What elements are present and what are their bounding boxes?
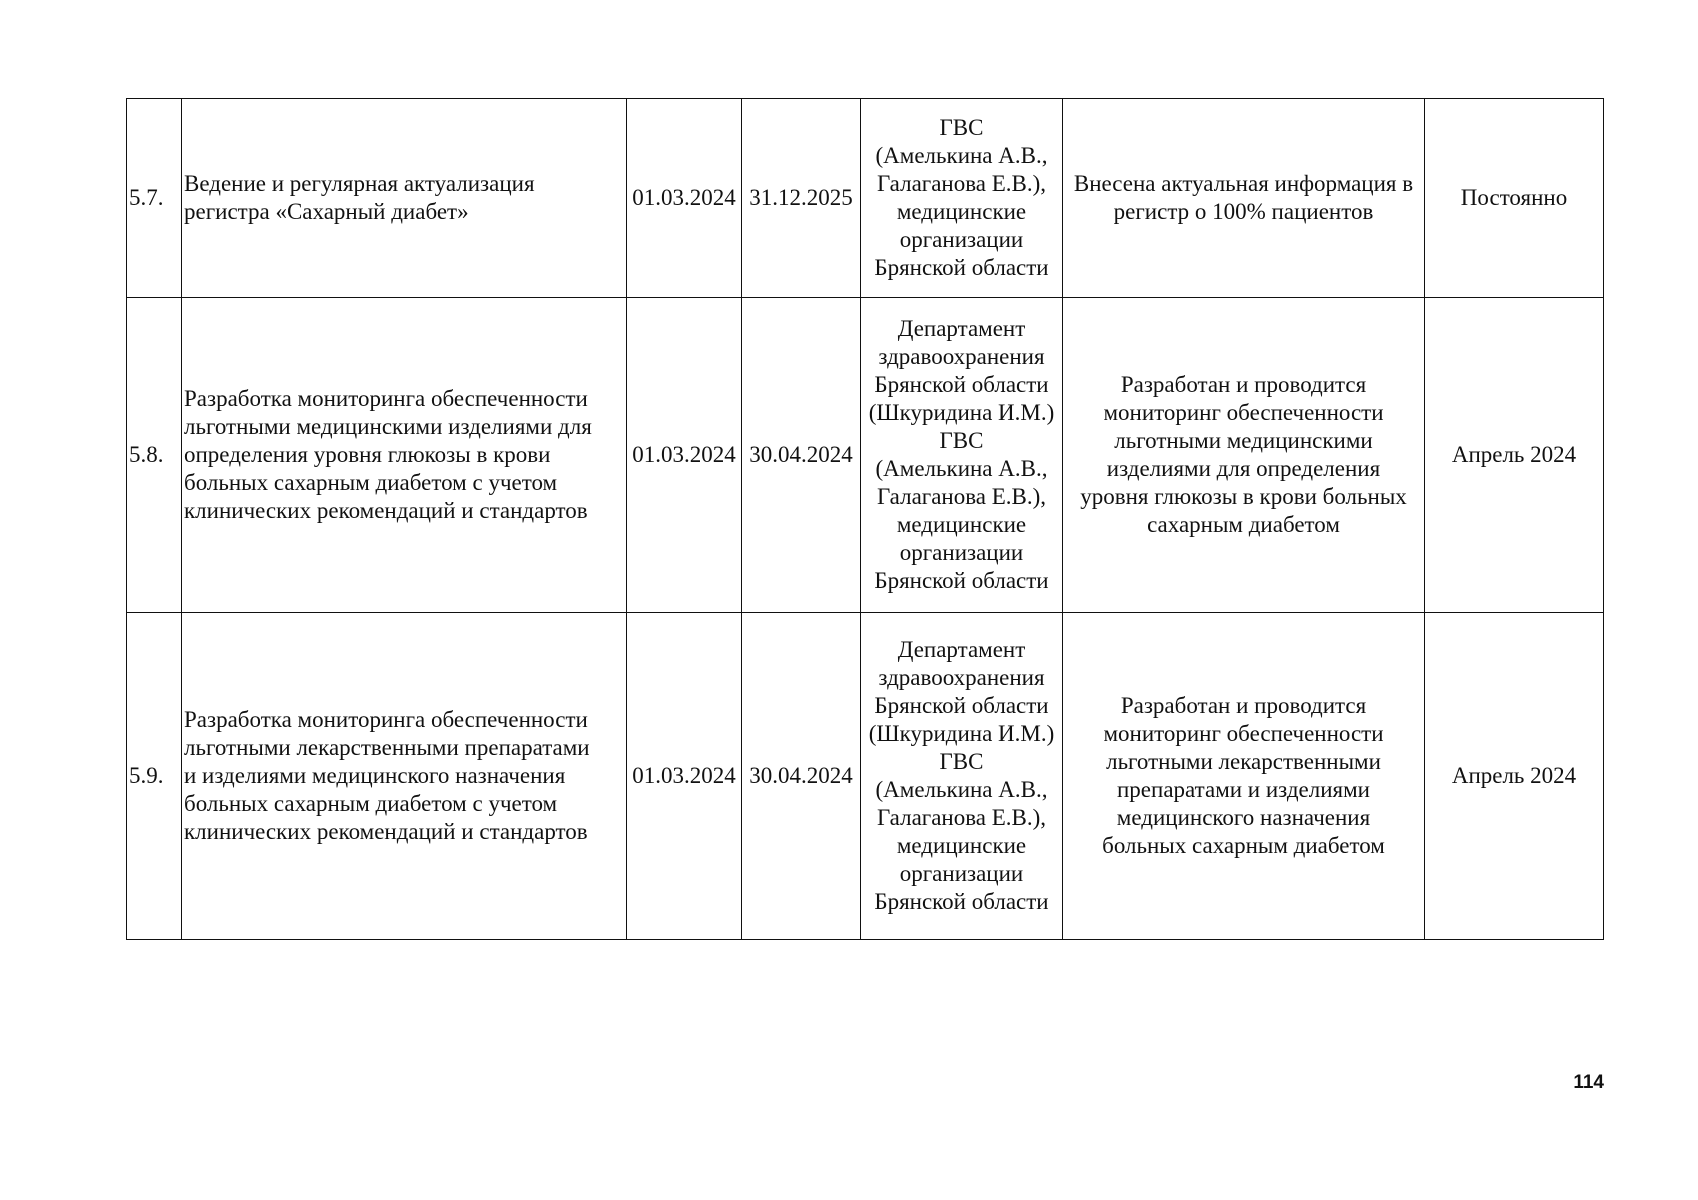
deadline: Апрель 2024 [1425,298,1604,613]
end-date: 30.04.2024 [742,298,861,613]
action-plan-table [126,98,1604,940]
expected-result: Разработан и проводится мониторинг обеспеченности льготными лекарственными препаратами и изделиями медицинского назначения больных сахарным диабетом [1063,613,1425,940]
start-date: 01.03.2024 [627,613,742,940]
start-date: 01.03.2024 [627,99,742,298]
item-number: 5.8. [127,298,182,613]
responsible: Департамент здравоохранения Брянской области (Шкуридина И.М.) ГВС (Амелькина А.В., Галаганова Е.В.), медицинские организации Брянской области [861,298,1063,613]
item-name: Разработка мониторинга обеспеченности льготными лекарственными препаратами и изделиями медицинского назначения больных сахарным диабетом с учетом клинических рекомендаций и стандартов [182,613,627,940]
deadline: Постоянно [1425,99,1604,298]
page-number: 114 [1573,1072,1604,1093]
table-row [127,99,1604,298]
expected-result: Разработан и проводится мониторинг обеспеченности льготными медицинскими изделиями для определения уровня глюкозы в крови больных сахарным диабетом [1063,298,1425,613]
item-number: 5.9. [127,613,182,940]
table-row [127,298,1604,613]
responsible: ГВС (Амелькина А.В., Галаганова Е.В.), медицинские организации Брянской области [861,99,1063,298]
end-date: 31.12.2025 [742,99,861,298]
end-date: 30.04.2024 [742,613,861,940]
item-number: 5.7. [127,99,182,298]
deadline: Апрель 2024 [1425,613,1604,940]
item-name: Разработка мониторинга обеспеченности льготными медицинскими изделиями для определения уровня глюкозы в крови больных сахарным диабетом с учетом клинических рекомендаций и стандартов [182,298,627,613]
start-date: 01.03.2024 [627,298,742,613]
item-name: Ведение и регулярная актуализация регистра «Сахарный диабет» [182,99,627,298]
expected-result: Внесена актуальная информация в регистр о 100% пациентов [1063,99,1425,298]
responsible: Департамент здравоохранения Брянской области (Шкуридина И.М.) ГВС (Амелькина А.В., Галаганова Е.В.), медицинские организации Брянской области [861,613,1063,940]
table-row [127,613,1604,940]
